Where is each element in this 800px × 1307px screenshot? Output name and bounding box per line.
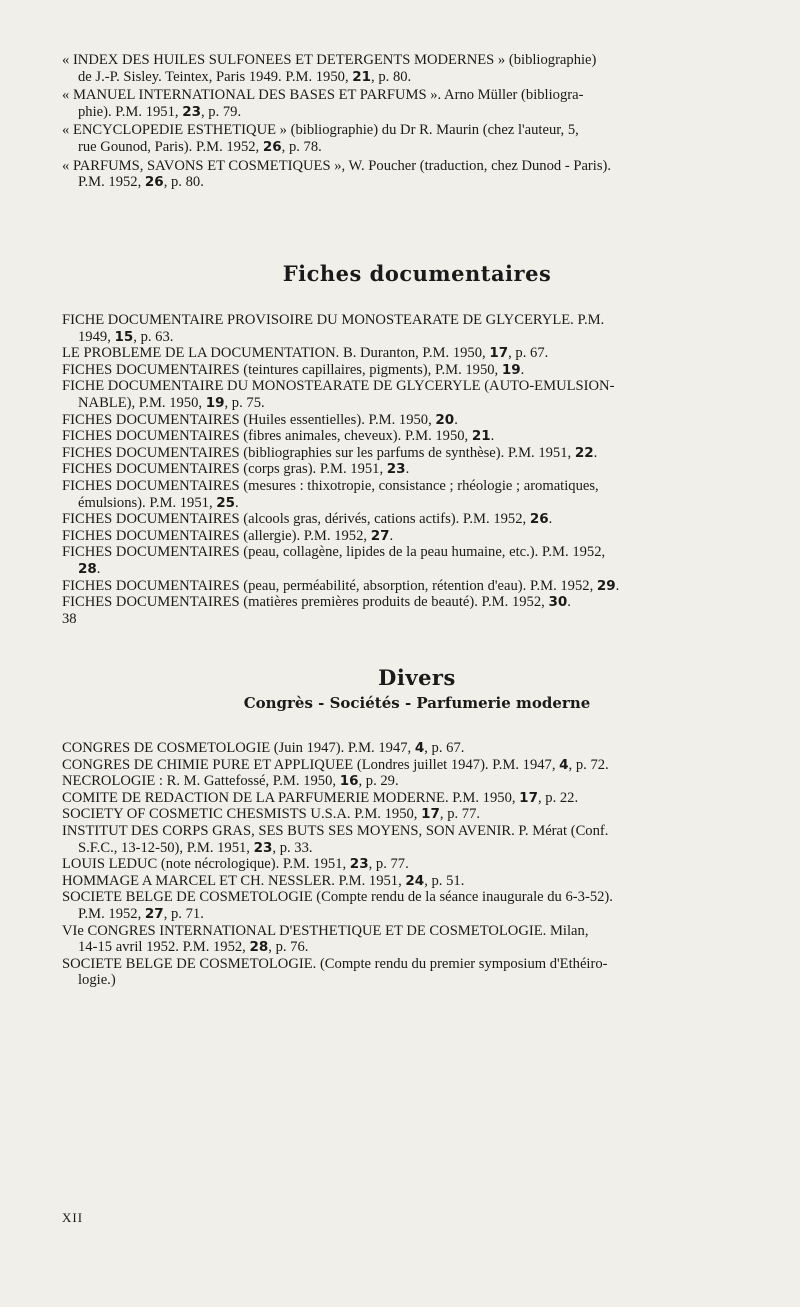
list-item <box>62 511 772 528</box>
list-item <box>62 740 772 757</box>
volume-number: 22 <box>574 444 594 461</box>
bib-entry <box>62 52 772 85</box>
entry-text: , p. 22. <box>537 789 579 806</box>
list-item <box>62 378 772 411</box>
bib-text: , p. 80. <box>163 174 204 191</box>
entry-text: logie.) <box>78 972 116 989</box>
entry-text: . <box>235 494 239 511</box>
entry-text: , p. 76. <box>268 939 309 956</box>
entry-text: FICHES DOCUMENTAIRES (corps gras). P.M. 1951, <box>62 461 387 478</box>
list-item <box>62 757 772 774</box>
list-item <box>62 412 772 429</box>
list-item <box>62 594 772 627</box>
bib-text: , p. 78. <box>281 138 322 155</box>
entry-text: LOUIS LEDUC (note nécrologique). P.M. 1951, <box>62 856 350 873</box>
list-item <box>62 528 772 545</box>
volume-number: 27 <box>370 527 390 544</box>
list-item <box>62 428 772 445</box>
volume-number: 20 <box>435 411 455 428</box>
list-item <box>62 923 772 956</box>
bib-line: « INDEX DES HUILES SULFONEES ET DETERGENTS MODERNES » (bibliographie) <box>62 52 597 68</box>
entry-text: . <box>96 560 101 577</box>
bib-text: , p. 79. <box>200 103 242 120</box>
page-number: XII <box>62 1210 84 1225</box>
entry-text: FICHES DOCUMENTAIRES (alcools gras, dérivés, cations actifs). P.M. 1952, <box>62 511 530 528</box>
entry-text: , p. 33. <box>272 839 313 856</box>
entry-text: . <box>615 577 620 594</box>
volume-number: 4 <box>414 740 425 756</box>
volume-number: 25 <box>216 494 236 511</box>
list-item <box>62 312 772 345</box>
entry-text: 14-15 avril 1952. P.M. 1952, <box>78 939 250 956</box>
divers-list <box>62 740 772 989</box>
entry-text: . <box>490 428 495 445</box>
bib-entry <box>62 87 772 120</box>
entry-text: SOCIETE BELGE DE COSMETOLOGIE (Compte rendu de la séance inaugurale du 6-3-52). <box>62 889 613 906</box>
volume-number: 21 <box>352 68 372 85</box>
bib-text: , p. 80. <box>371 68 412 85</box>
list-item <box>62 461 772 478</box>
entry-text: FICHES DOCUMENTAIRES (peau, collagène, lipides de la peau humaine, etc.). P.M. 1952, <box>62 544 606 561</box>
bibliography-list <box>62 52 772 191</box>
bib-line: « PARFUMS, SAVONS ET COSMETIQUES », W. Poucher (traduction, chez Dunod - Paris). <box>62 157 612 174</box>
entry-text: . <box>548 511 553 528</box>
bib-text: phie). P.M. 1951, <box>78 103 183 120</box>
entry-text: , p. 67. <box>508 345 549 362</box>
list-item <box>62 806 772 823</box>
entry-text: COMITE DE REDACTION DE LA PARFUMERIE MODERNE. P.M. 1950, <box>62 789 520 806</box>
volume-number: 28 <box>249 939 269 956</box>
section-subtitle: Congrès - Sociétés - Parfumerie moderne <box>243 693 591 712</box>
entry-text: CONGRES DE CHIMIE PURE ET APPLIQUEE (Londres juillet 1947). P.M. 1947, <box>62 756 560 773</box>
volume-number: 21 <box>471 428 491 445</box>
entry-text: FICHE DOCUMENTAIRE PROVISOIRE DU MONOSTEARATE DE GLYCERYLE. P.M. <box>62 312 605 328</box>
entry-text: . <box>593 444 598 461</box>
entry-text: , p. 75. <box>224 394 265 411</box>
entry-text: . <box>454 411 458 428</box>
entry-text: SOCIETE BELGE DE COSMETOLOGIE. (Compte rendu du premier symposium d'Ethéiro- <box>62 955 608 972</box>
volume-number: 26 <box>529 511 549 528</box>
volume-number: 23 <box>182 103 201 120</box>
entry-text: SOCIETY OF COSMETIC CHESMISTS U.S.A. P.M. 1950, <box>62 806 422 823</box>
bib-line: « MANUEL INTERNATIONAL DES BASES ET PARFUMS ». Arno Müller (bibliogra- <box>62 87 584 104</box>
divers-section <box>62 665 772 712</box>
volume-number: 27 <box>144 905 164 922</box>
volume-number: 19 <box>205 394 225 411</box>
entry-text: FICHES DOCUMENTAIRES (mesures : thixotropie, consistance ; rhéologie ; aromatiques, <box>62 477 599 494</box>
section-title: Divers <box>378 665 456 690</box>
entry-text: FICHE DOCUMENTAIRE DU MONOSTEARATE DE GLYCERYLE (AUTO-EMULSION- <box>62 378 615 395</box>
volume-number: 26 <box>144 174 164 191</box>
entry-text: NABLE), P.M. 1950, <box>78 394 206 411</box>
entry-text: . <box>405 461 410 478</box>
entry-text: , p. 63. <box>133 328 174 345</box>
list-item <box>62 578 772 595</box>
volume-number: 23 <box>349 856 369 873</box>
entry-text: HOMMAGE A MARCEL ET CH. NESSLER. P.M. 1951, <box>62 872 406 889</box>
volume-number: 16 <box>339 773 359 790</box>
volume-number: 17 <box>421 806 440 823</box>
entry-text: , p. 77. <box>368 856 409 873</box>
entry-text: , p. 77. <box>439 806 481 823</box>
list-item <box>62 889 772 922</box>
volume-number: 30 <box>548 594 568 611</box>
entry-text: FICHES DOCUMENTAIRES (teintures capillaires, pigments), P.M. 1950, <box>62 361 502 378</box>
bib-entry <box>62 158 772 191</box>
entry-text: . <box>520 361 525 378</box>
volume-number: 19 <box>501 361 521 378</box>
entry-text: FICHES DOCUMENTAIRES (matières premières produits de beauté). P.M. 1952, <box>62 594 549 611</box>
bib-entry <box>62 122 772 155</box>
entry-text: émulsions). P.M. 1951, <box>78 494 217 511</box>
entry-text: , p. 67. <box>424 740 465 756</box>
entry-text: , p. 51. <box>424 872 465 889</box>
entry-text: NECROLOGIE : R. M. Gattefossé, P.M. 1950, <box>62 773 340 790</box>
entry-text: , p. 72. <box>568 756 609 773</box>
list-item <box>62 773 772 790</box>
fiches-list <box>62 312 772 627</box>
bib-text: rue Gounod, Paris). P.M. 1952, <box>78 138 263 155</box>
entry-text: . <box>567 594 571 611</box>
entry-text: , p. 29. <box>358 773 399 790</box>
entry-text: FICHES DOCUMENTAIRES (fibres animales, cheveux). P.M. 1950, <box>62 428 472 445</box>
fiches-section <box>62 261 772 286</box>
bib-text: de J.-P. Sisley. Teintex, Paris 1949. P.M. 1950, <box>78 68 353 85</box>
volume-number: 23 <box>386 461 406 478</box>
volume-number: 17 <box>519 789 538 806</box>
entry-text: 38 <box>62 610 77 627</box>
entry-text: FICHES DOCUMENTAIRES (bibliographies sur les parfums de synthèse). P.M. 1951, <box>62 444 575 461</box>
volume-number: 23 <box>253 839 273 856</box>
list-item <box>62 544 772 577</box>
volume-number: 17 <box>489 345 509 362</box>
bib-line: « ENCYCLOPEDIE ESTHETIQUE » (bibliographie) du Dr R. Maurin (chez l'auteur, 5, <box>62 122 579 139</box>
entry-text: , p. 71. <box>163 905 204 922</box>
entry-text: VIe CONGRES INTERNATIONAL D'ESTHETIQUE ET DE COSMETOLOGIE. Milan, <box>62 922 589 939</box>
volume-number: 29 <box>596 577 616 594</box>
entry-text: FICHES DOCUMENTAIRES (allergie). P.M. 1952, <box>62 527 371 544</box>
bib-text: P.M. 1952, <box>78 174 145 191</box>
list-item <box>62 956 772 989</box>
entry-text: P.M. 1952, <box>78 905 145 922</box>
volume-number: 28 <box>78 560 97 577</box>
volume-number: 26 <box>262 138 282 155</box>
list-item <box>62 478 772 511</box>
volume-number: 15 <box>114 328 134 345</box>
entry-text: INSTITUT DES CORPS GRAS, SES BUTS SES MOYENS, SON AVENIR. P. Mérat (Conf. <box>62 822 609 839</box>
entry-text: . <box>389 527 394 544</box>
entry-text: 1949, <box>78 328 115 345</box>
volume-number: 4 <box>559 756 569 773</box>
list-item <box>62 856 772 873</box>
list-item <box>62 445 772 462</box>
entry-text: FICHES DOCUMENTAIRES (peau, perméabilité, absorption, rétention d'eau). P.M. 1952, <box>62 577 597 594</box>
list-item <box>62 823 772 856</box>
entry-text: FICHES DOCUMENTAIRES (Huiles essentielles). P.M. 1950, <box>62 411 436 428</box>
section-title: Fiches documentaires <box>282 261 552 286</box>
entry-text: S.F.C., 13-12-50), P.M. 1951, <box>78 839 254 856</box>
volume-number: 24 <box>405 872 425 889</box>
entry-text: CONGRES DE COSMETOLOGIE (Juin 1947). P.M. 1947, <box>62 740 415 756</box>
entry-text: LE PROBLEME DE LA DOCUMENTATION. B. Duranton, P.M. 1950, <box>62 345 490 362</box>
list-item <box>62 362 772 379</box>
list-item <box>62 873 772 890</box>
list-item <box>62 345 772 362</box>
list-item <box>62 790 772 807</box>
